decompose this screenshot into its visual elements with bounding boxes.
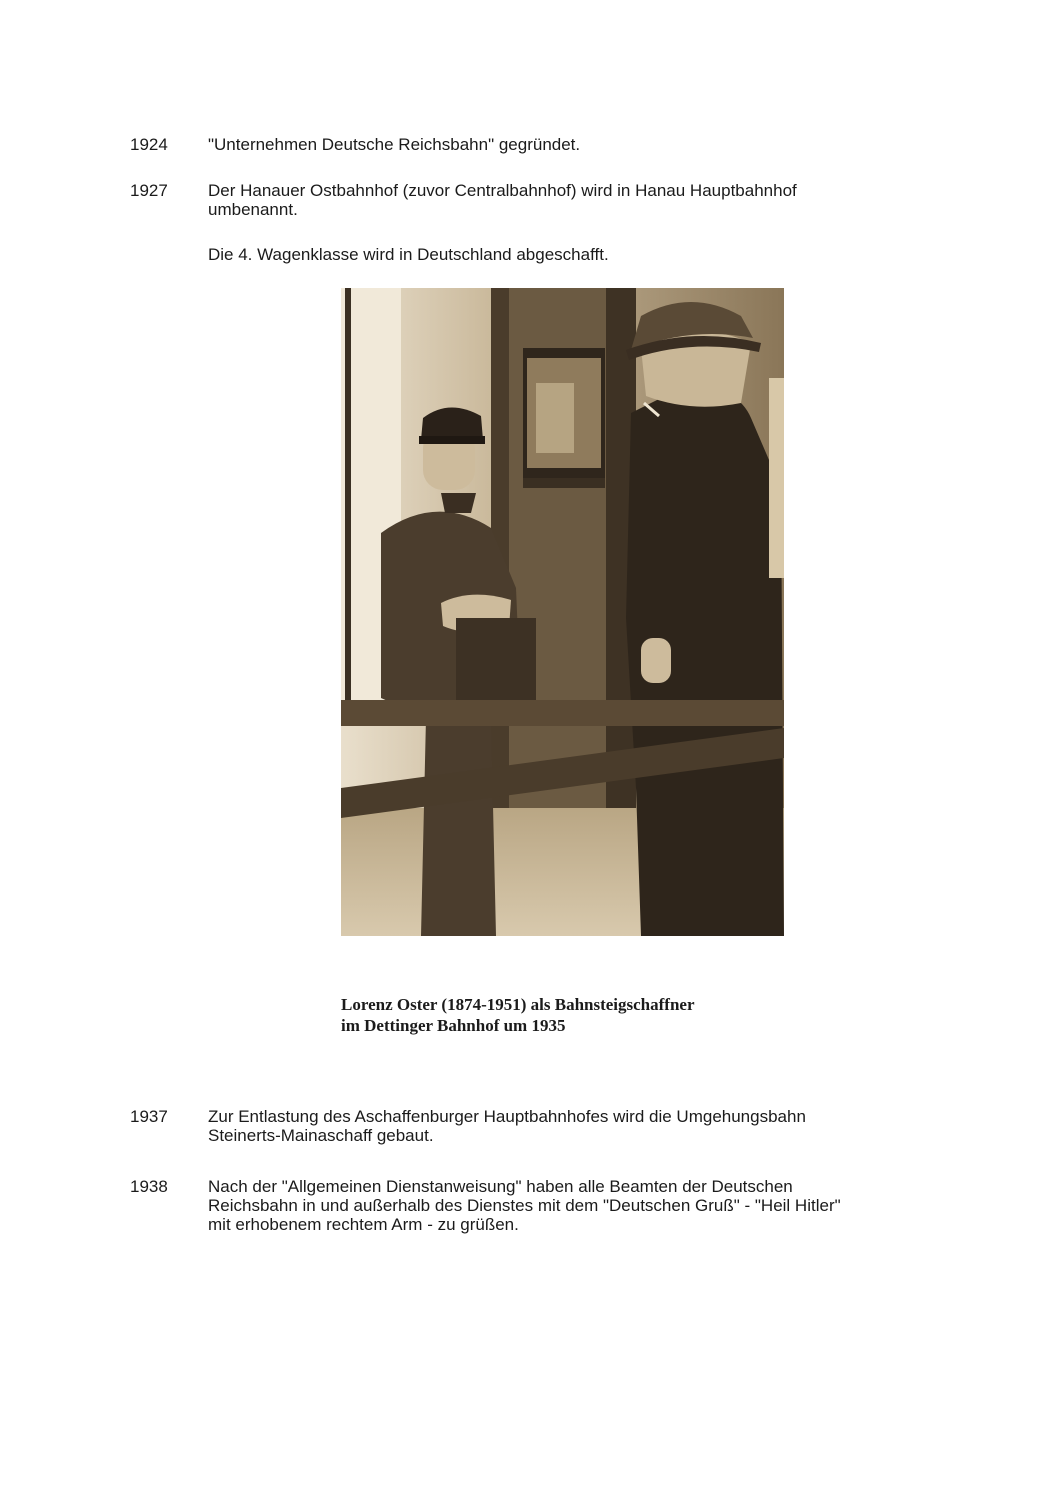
photo-caption [341, 994, 841, 1036]
entry-line: Steinerts-Mainaschaff gebaut. [208, 1126, 434, 1145]
entry-text [208, 181, 948, 219]
entry-text [208, 1107, 948, 1145]
entry-year: 1938 [130, 1177, 168, 1196]
entry-year: 1937 [130, 1107, 168, 1126]
entry-line: Zur Entlastung des Aschaffenburger Hauptbahnhofes wird die Umgehungsbahn [208, 1107, 806, 1126]
entry-text [208, 1177, 948, 1234]
entry-line: Nach der "Allgemeinen Dienstanweisung" haben alle Beamten der Deutschen [208, 1177, 793, 1196]
entry-line: umbenannt. [208, 200, 298, 219]
entry-text [208, 245, 948, 264]
entry-year: 1927 [130, 181, 168, 200]
caption-line: Lorenz Oster (1874-1951) als Bahnsteigschaffner [341, 995, 695, 1014]
entry-year: 1924 [130, 135, 168, 154]
entry-line: Reichsbahn in und außerhalb des Dienstes mit dem "Deutschen Gruß" - "Heil Hitler" [208, 1196, 841, 1215]
entry-line: mit erhobenem rechtem Arm - zu grüßen. [208, 1215, 519, 1234]
entry-text [208, 135, 948, 154]
entry-line: Die 4. Wagenklasse wird in Deutschland abgeschafft. [208, 245, 609, 264]
historical-photo [341, 288, 784, 936]
entry-line: Der Hanauer Ostbahnhof (zuvor Centralbahnhof) wird in Hanau Hauptbahnhof [208, 181, 797, 200]
caption-line: im Dettinger Bahnhof um 1935 [341, 1016, 566, 1035]
entry-line: "Unternehmen Deutsche Reichsbahn" gegründet. [208, 135, 581, 154]
